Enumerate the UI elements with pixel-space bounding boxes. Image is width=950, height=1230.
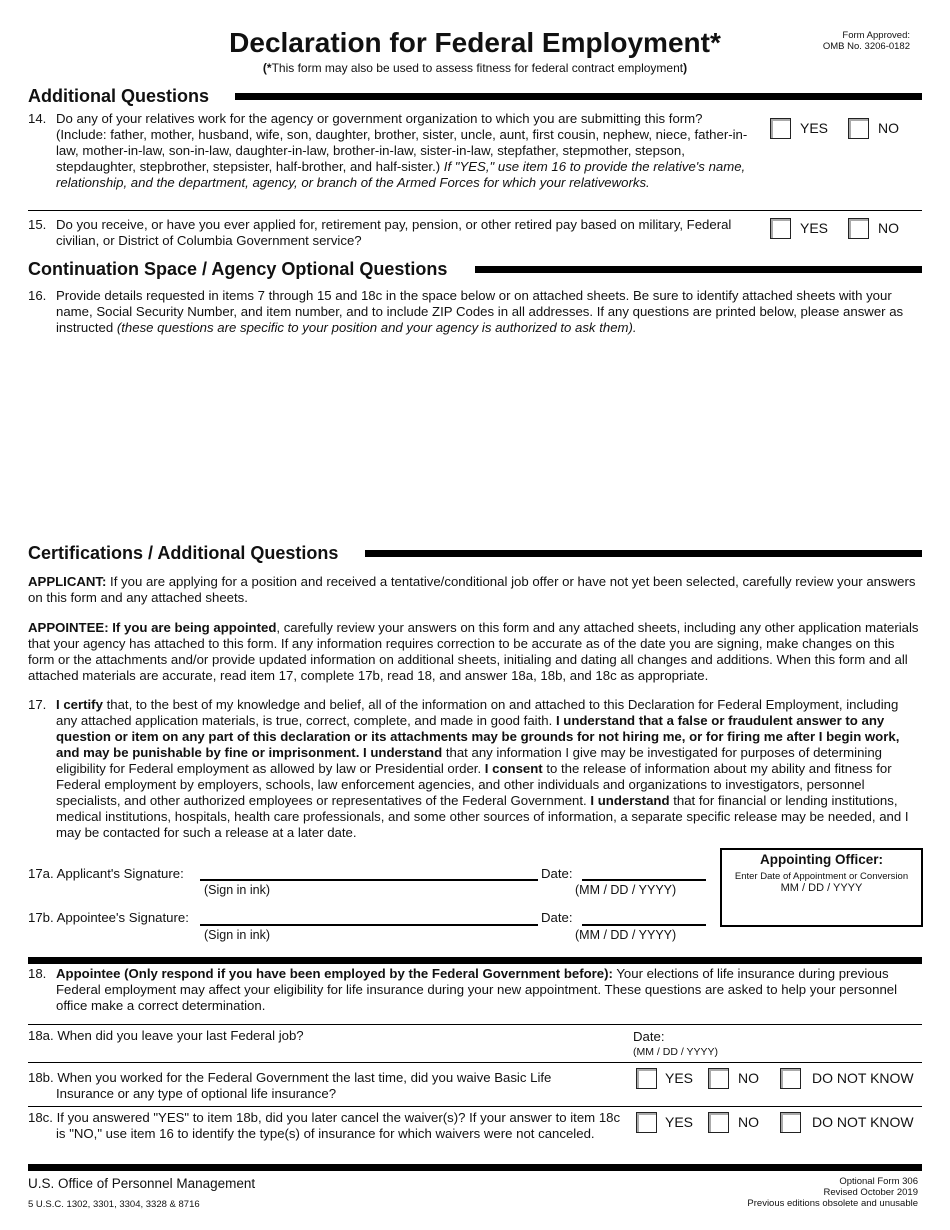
subtitle-text: This form may also be used to assess fitness for federal contract employment [271, 61, 684, 75]
applicant-signature-label: 17a. Applicant's Signature: [28, 866, 184, 881]
applicant-label: APPLICANT: [28, 574, 107, 589]
q18b-yes-checkbox[interactable] [636, 1068, 657, 1089]
date-hint: (MM / DD / YYYY) [575, 928, 677, 942]
q18a-date-field[interactable] [720, 1028, 920, 1058]
section-continuation: Continuation Space / Agency Optional Questions [28, 259, 448, 279]
q18c-dnk-checkbox[interactable] [780, 1112, 801, 1133]
q-number: 14. [28, 111, 47, 126]
form-number: Optional Form 306 [839, 1176, 918, 1187]
q14-yes-checkbox[interactable] [770, 118, 791, 139]
officer-title: Appointing Officer: [760, 852, 883, 867]
yes-label: YES [665, 1070, 694, 1086]
appointee-paragraph [28, 620, 922, 684]
applicant-signature-field[interactable] [200, 879, 538, 881]
q-number: 18. [28, 966, 47, 981]
applicant-date-field[interactable] [582, 879, 706, 881]
q15-text: Do you receive, or have you ever applied for, retirement pay, pension, or other retired pay based on military, Federal civilian, or District of Columbia Government service? [56, 217, 732, 248]
dnk-label: DO NOT KNOW [812, 1070, 914, 1086]
date-hint: (MM / DD / YYYY) [575, 883, 677, 897]
sign-hint: (Sign in ink) [204, 883, 270, 897]
q14-text: Do any of your relatives work for the agency or government organization to which you are submitting this form? (Include: father, mother, husband, wife, son, daughter, brother, sister, uncle, aunt, first cousin, nephew, niece, father-in-law, mother-in-law, son-in-law, daughter-in-law, brother-in-law, sister-in-law, stepfather, stepmother, stepson, stepdaughter, stepbrother, stepsister, half-brother, and half-sister.) [56, 111, 748, 174]
divider [28, 1062, 922, 1063]
text: Your elections of life insurance during previous Federal employment may affect your eligibility for life insurance during your new appointment. These questions are asked to help your personnel office make a correct determination. [56, 966, 898, 1013]
text: that for financial or lending institutions, medical institutions, hospitals, health care professionals, and some other sources of information, a separate specific release may be needed, and I may be contacted for such a release at a later date. [56, 793, 909, 840]
divider [28, 1024, 922, 1025]
applicant-text: If you are applying for a position and received a tentative/conditional job offer or have not yet been selected, carefully review your answers on this form and any attached sheets. [28, 574, 916, 605]
dnk-label: DO NOT KNOW [812, 1114, 914, 1130]
date-label: Date: [633, 1029, 665, 1044]
form-subtitle [0, 60, 950, 76]
q14-instruction: If "YES," use item 16 to provide the relative's name, relationship, and the department, agency, or branch of the Armed Forces for which your relativeworks. [56, 159, 746, 190]
appointee-signature-field[interactable] [200, 924, 538, 926]
question-16 [28, 288, 922, 336]
paren-open: (* [262, 61, 272, 75]
q18c-text: 18c. If you answered "YES" to item 18b, did you later cancel the waiver(s)? If your answer to item 18c is "NO," use item 16 to identify the type(s) of insurance for which waivers were not canceled. [28, 1110, 621, 1141]
question-17 [28, 697, 922, 841]
q18b-no-checkbox[interactable] [708, 1068, 729, 1089]
sign-hint: (Sign in ink) [204, 928, 270, 942]
section-bar [475, 266, 922, 273]
obsolete-note: Previous editions obsolete and unusable [747, 1198, 918, 1209]
q14-no-checkbox[interactable] [848, 118, 869, 139]
appointee-signature-label: 17b. Appointee's Signature: [28, 910, 189, 925]
q-number: 17. [28, 697, 47, 712]
q16-text: Provide details requested in items 7 through 15 and 18c in the space below or on attached sheets. Be sure to identify attached sheets with your name, Social Security Number, and item number, and to include ZIP Codes in all addresses. If any questions are printed below, please answer as instructed [56, 288, 904, 335]
date-label: Date: [541, 910, 573, 925]
q18c-no-checkbox[interactable] [708, 1112, 729, 1133]
question-18 [28, 966, 922, 1014]
section-certifications: Certifications / Additional Questions [28, 543, 339, 563]
form-title: Declaration for Federal Employment* [229, 27, 721, 58]
officer-instruction: Enter Date of Appointment or Conversion [734, 871, 909, 882]
footer-usc: 5 U.S.C. 1302, 3301, 3304, 3328 & 8716 [28, 1199, 200, 1210]
section-additional-questions: Additional Questions [28, 86, 210, 106]
no-label: NO [738, 1070, 759, 1086]
bold-text: Appointee (Only respond if you have been employed by the Federal Government before): [56, 966, 613, 981]
q18b-text: 18b. When you worked for the Federal Government the last time, did you waive Basic Life Insurance or any type of optional life insurance? [28, 1070, 552, 1101]
text: to the release of information about my ability and fitness for Federal employment by employers, schools, law enforcement agencies, and other individuals and organizations to investigators, personnel specialists, and other authorized employees or representatives of the Federal Government. [56, 761, 892, 808]
section-bar [235, 93, 922, 100]
continuation-space-field[interactable] [28, 340, 922, 530]
date-label: Date: [541, 866, 573, 881]
yes-label: YES [665, 1114, 694, 1130]
q-number: 15. [28, 217, 47, 232]
date-hint: (MM / DD / YYYY) [633, 1046, 718, 1058]
bold-text: I consent [484, 761, 543, 776]
footer-bar [28, 1164, 922, 1171]
q18a-text: 18a. When did you leave your last Federal job? [28, 1028, 304, 1043]
omb-number: OMB No. 3206-0182 [822, 41, 910, 52]
no-label: NO [878, 220, 899, 236]
footer-form-info [700, 1176, 918, 1209]
no-label: NO [878, 120, 899, 136]
question-14 [28, 111, 748, 191]
appointee-label: APPOINTEE: If you are being appointed [28, 620, 277, 635]
revision-date: Revised October 2019 [823, 1187, 918, 1198]
q16-instruction: (these questions are specific to your position and your agency is authorized to ask them). [116, 320, 637, 335]
approved-label: Form Approved: [842, 30, 910, 41]
bold-text: I understand [590, 793, 670, 808]
text: that, to the best of my knowledge and belief, all of the information on and attached to this Declaration for Federal Employment, including any attached application materials, is true, correct, complete, and made in good faith. [56, 697, 899, 728]
q18b-dnk-checkbox[interactable] [780, 1068, 801, 1089]
text: that any information I give may be investigated for purposes of determining eligibility for Federal employment as allowed by law or Presidential order. [56, 745, 882, 776]
footer-agency: U.S. Office of Personnel Management [28, 1176, 256, 1191]
yes-label: YES [800, 120, 829, 136]
q15-yes-checkbox[interactable] [770, 218, 791, 239]
bold-text: I certify [56, 697, 103, 712]
paren-close: ) [683, 61, 688, 75]
appointee-date-field[interactable] [582, 924, 706, 926]
section-bar [365, 550, 922, 557]
no-label: NO [738, 1114, 759, 1130]
appointee-text: , carefully review your answers on this form and any attached sheets, including any other application materials that your agency has attached to this form. If any information requires correction to be accurate as of the date you are signing, make changes on this form or the attachments and/or provide updated information on additional sheets, initialing and dating all changes and additions. When this form and all attached materials are accurate, read item 17, complete 17b, read 18, and answer 18a, 18b, and 18c as appropriate. [28, 620, 919, 683]
applicant-paragraph [28, 574, 922, 606]
omb-approval [800, 30, 910, 52]
bold-text: I understand that a false or fraudulent answer to any question or item on any part of this declaration or its attachments may be grounds for not hiring me, or for firing me after I begin work, and may be punishable by fine or imprisonment. I understand [56, 713, 900, 760]
q18c-yes-checkbox[interactable] [636, 1112, 657, 1133]
divider [28, 1106, 922, 1107]
yes-label: YES [800, 220, 829, 236]
divider [28, 210, 922, 211]
question-15 [28, 217, 748, 249]
appointing-officer-box[interactable] [720, 848, 923, 927]
section-bar [28, 957, 922, 964]
officer-date-format: MM / DD / YYYY [780, 882, 863, 894]
q-number: 16. [28, 288, 47, 303]
q15-no-checkbox[interactable] [848, 218, 869, 239]
